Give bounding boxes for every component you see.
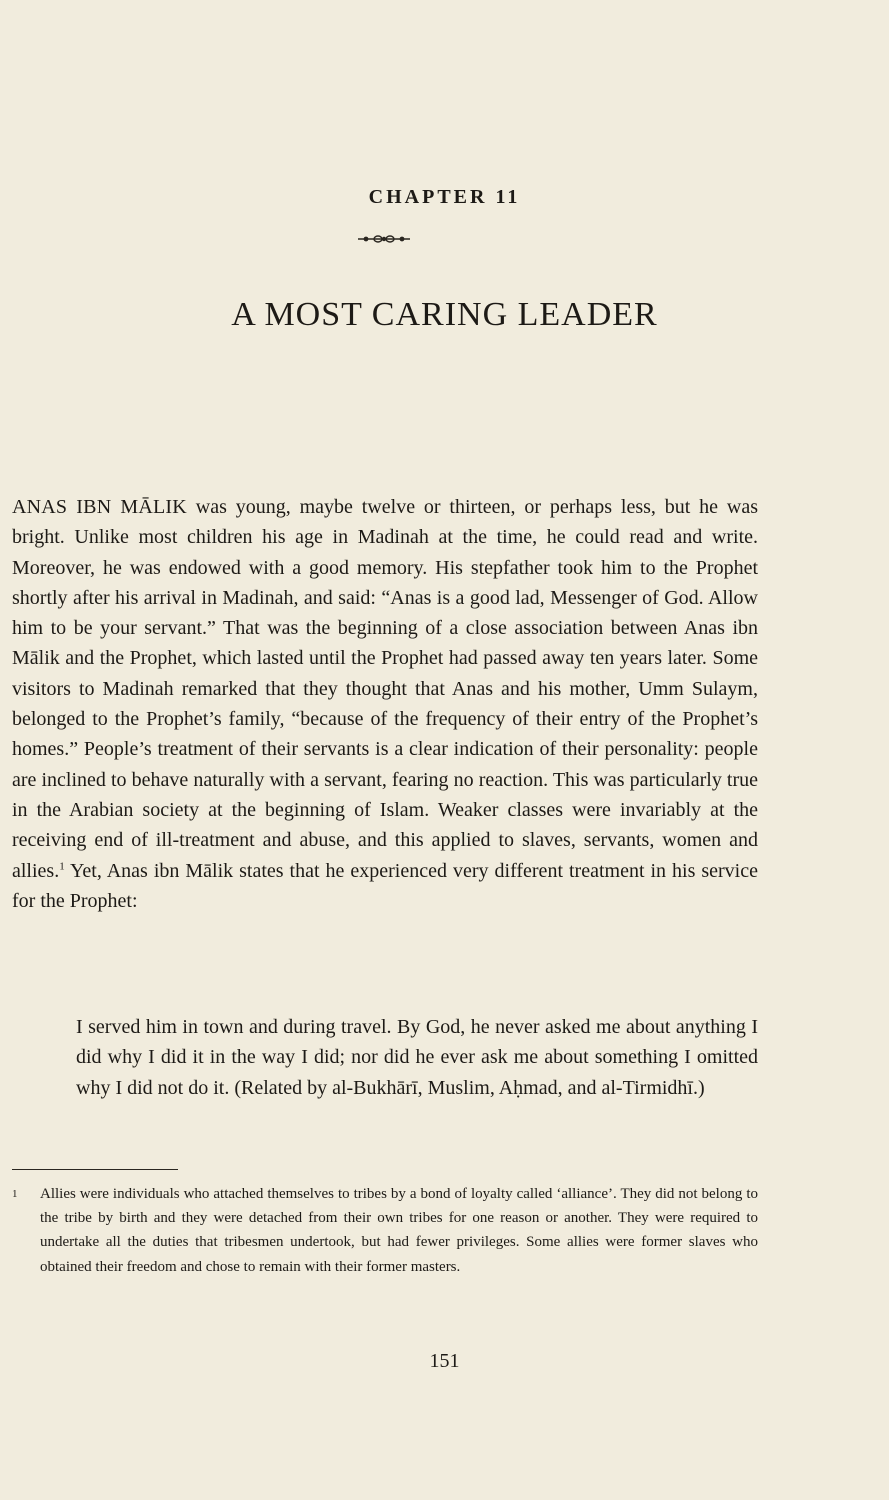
quote-text: I served him in town and during travel. By God, he never asked me about anything I did why I did it in the way I did; nor did he ever ask me about something I omitted why I did not do it. (Related by al-Bukhārī, Muslim, Aḥmad, and al-Tirmidhī.) (76, 1016, 758, 1099)
footnote (12, 1182, 758, 1279)
footnote-divider (12, 1169, 178, 1170)
body-text (12, 492, 758, 916)
footnote-number: 1 (12, 1188, 18, 1200)
chapter-label: CHAPTER 11 (368, 186, 521, 208)
footnote-text: Allies were individuals who attached themselves to tribes by a bond of loyalty called ‘alliance’. They did not belong to the tribe by birth and they were detached from their own tribes for one reason or another. They were required to undertake all the duties that tribesmen undertook, but had fewer privileges. Some allies were former slaves who obtained their freedom and chose to remain with their former masters. (40, 1186, 758, 1275)
block-quote (76, 1012, 758, 1103)
footnote-reference[interactable]: 1 (59, 859, 65, 872)
chapter-title: A MOST CARING LEADER (231, 296, 658, 333)
paragraph (12, 492, 758, 916)
paragraph-text-end: Yet, Anas ibn Mālik states that he experienced very different treatment in his service for the Prophet: (12, 859, 758, 912)
ornament-divider-icon (354, 232, 414, 246)
lead-in: ANAS IBN MĀLIK (12, 496, 187, 518)
paragraph-text: was young, maybe twelve or thirteen, or perhaps less, but he was bright. Unlike most children his age in Madinah at the time, he could read and write. Moreover, he was endowed with a good memory. His stepfather took him to the Prophet shortly after his arrival in Madinah, and said: “Anas is a good lad, Messenger of God. Allow him to be your servant.” That was the beginning of a close association between Anas ibn Mālik and the Prophet, which lasted until the Prophet had passed away ten years later. Some visitors to Madinah remarked that they thought that Anas and his mother, Umm Sulaym, belonged to the Prophet’s family, “because of the frequency of their entry of the Prophet’s homes.” People’s treatment of their servants is a clear indication of their personality: people are inclined to behave naturally with a servant, fearing no reaction. This was particularly true in the Arabian society at the beginning of Islam. Weaker classes were invariably at the receiving end of ill-treatment and abuse, and this applied to slaves, servants, women and allies. (12, 496, 758, 882)
page-number: 151 (429, 1350, 460, 1372)
